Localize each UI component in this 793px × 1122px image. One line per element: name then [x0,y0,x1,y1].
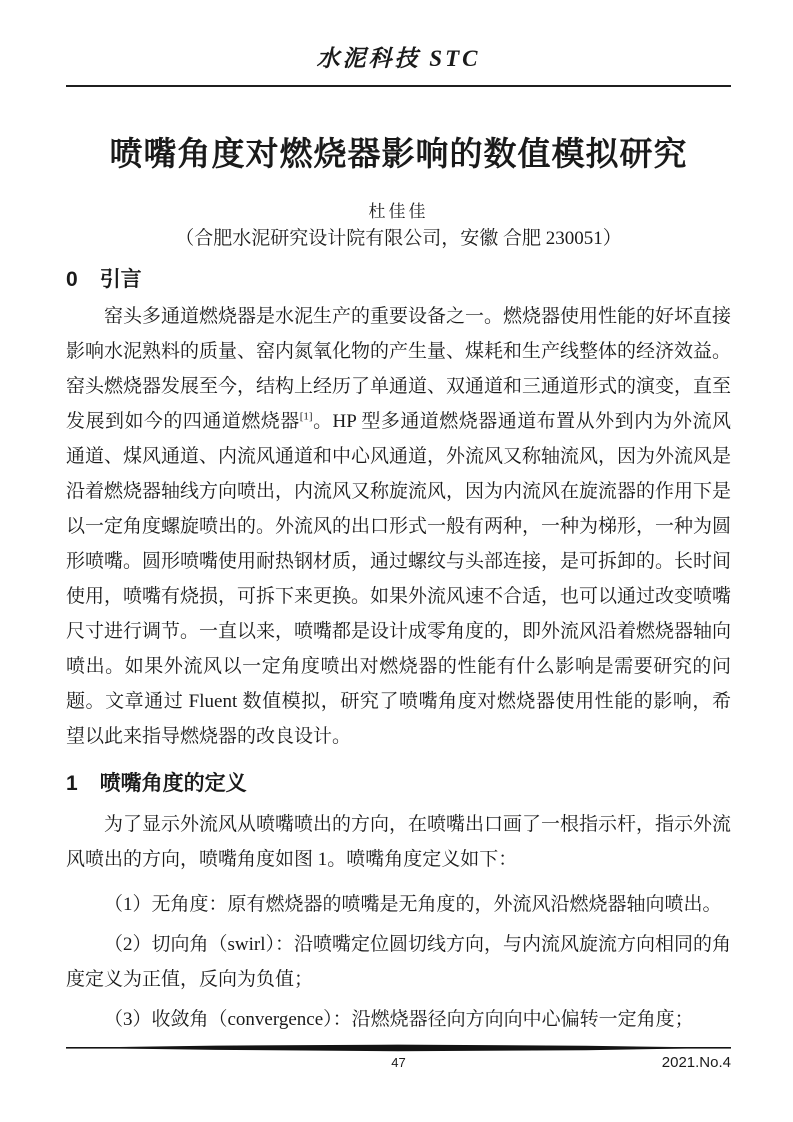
nozzle-angle-definition-intro-paragraph: 为了显示外流风从喷嘴喷出的方向，在喷嘴出口画了一根指示杆，指示外流风喷出的方向，喷嘴角度如图 1。喷嘴角度定义如下： [66,814,732,870]
page-footer [66,1044,731,1074]
issue-label: 2021.No.4 [661,1054,731,1071]
page-header [66,45,731,87]
author-name: 杜佳佳 [368,202,429,221]
section-1-title: 喷嘴角度的定义 [99,772,247,795]
definition-item-no-angle: （1）无角度：原有燃烧器的喷嘴是无角度的，外流风沿燃烧器轴向喷出。 [104,894,722,915]
section-0-heading [66,266,731,294]
journal-title: 水泥科技 STC [316,46,481,71]
section-0-number: 0 [66,268,78,291]
introduction-paragraph [66,299,731,754]
section-1-heading [66,770,731,798]
introduction-text-before-reference: 窑头多通道燃烧器是水泥生产的重要设备之一。燃烧器使用性能的好坏直接影响水泥熟料的质量、窑内氮氧化物的产生量、煤耗和生产线整体的经济效益。窑头燃烧器发展至今，结构上经历了单通道、双通道和三通道形式的演变，直至发展到如今的四通道燃烧器 [66,306,732,432]
footer-rule [66,1044,731,1052]
author-affiliation: （合肥水泥研究设计院有限公司，安徽 合肥 230051） [175,228,622,249]
definition-item-convergence-angle: （3）收敛角（convergence）：沿燃烧器径向方向向中心偏转一定角度； [104,1009,694,1030]
header-rule [66,85,731,87]
reference-mark-1: [1] [299,410,313,423]
introduction-text-after-reference: 。HP 型多通道燃烧器通道布置从外到内为外流风通道、煤风通道、内流风通道和中心风通道，外流风又称轴流风，因为外流风是沿着燃烧器轴线方向喷出，内流风又称旋流风，因为内流风在旋流器的作用下是以一定角度螺旋喷出的。外流风的出口形式一般有两种，一种为梯形，一种为圆形喷嘴。圆形喷嘴使用耐热钢材质，通过螺纹与头部连接，是可拆卸的。长时间使用，喷嘴有烧损，可拆下来更换。如果外流风速不合适，也可以通过改变喷嘴尺寸进行调节。一直以来，喷嘴都是设计成零角度的，即外流风沿着燃烧器轴向喷出。如果外流风以一定角度喷出对燃烧器的性能有什么影响是需要研究的问题。文章通过 Fluent 数值模拟，研究了喷嘴角度对燃烧器使用性能的影响，希望以此来指导燃烧器的改良设计。 [66,411,732,747]
section-1-number: 1 [66,772,78,795]
page-number: 47 [391,1055,406,1070]
article-title: 喷嘴角度对燃烧器影响的数值模拟研究 [109,135,688,172]
footer-text-row [66,1054,731,1074]
section-0-title: 引言 [99,268,142,291]
definition-item-swirl-angle: （2）切向角（swirl）：沿喷嘴定位圆切线方向，与内流风旋流方向相同的角度定义为正值，反向为负值； [66,934,732,990]
